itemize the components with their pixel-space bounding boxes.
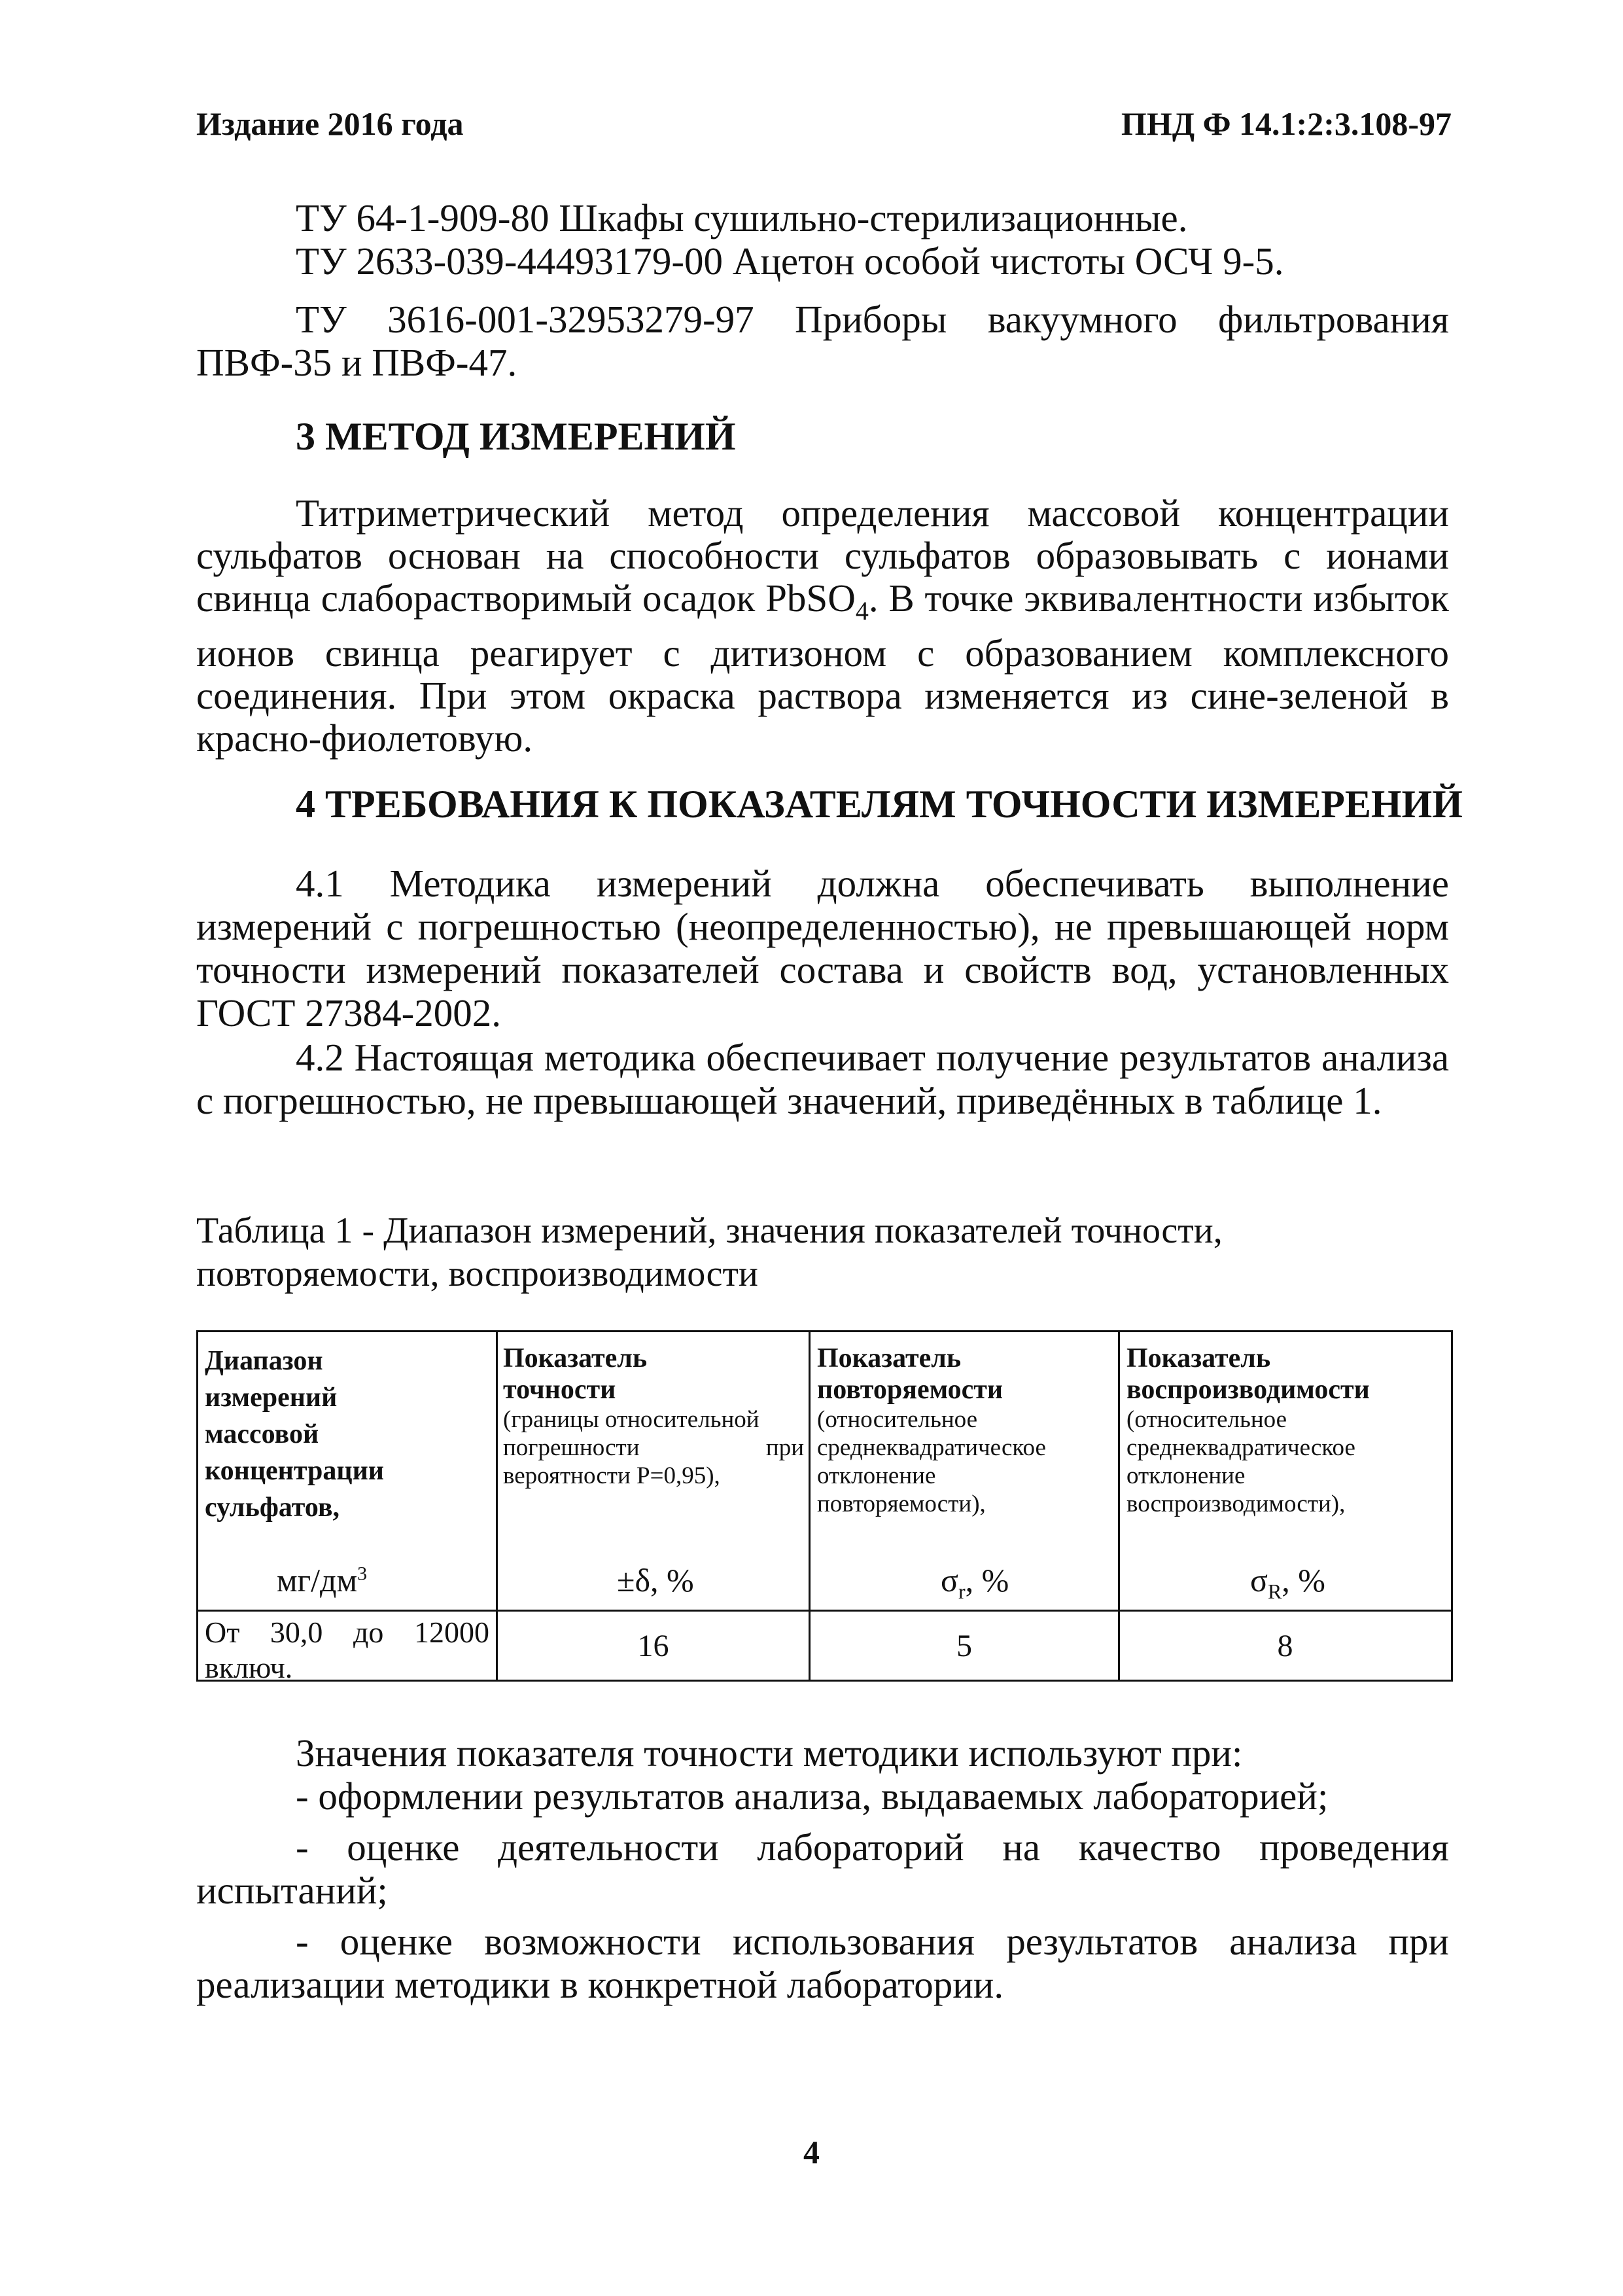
range-line	[205, 1615, 489, 1650]
section-3-title: 3 МЕТОД ИЗМЕРЕНИЙ	[296, 415, 736, 458]
delta-symbol: ±δ, %	[617, 1562, 694, 1598]
tu-line-1: ТУ 64-1-909-80 Шкафы сушильно-стерилизационные.	[296, 196, 1188, 239]
header-cell-accuracy	[503, 1343, 804, 1490]
table-cell-sigma-R: 8	[1277, 1629, 1293, 1663]
section-3-text-a: Титриметрический метод определения массовой концентрации сульфатов основан на способности сульфатов образовывать с ионами свинца слаборастворимый осадок PbSO	[196, 491, 1449, 620]
paragraph-4-1: 4.1 Методика измерений должна обеспечивать выполнение измерений с погрешностью (неопределенностью), не превышающей норм точности измерений показателей состава и свойств вод, установленных ГОСТ 27384-2002.	[196, 862, 1449, 1034]
sigma-r-symbol	[941, 1561, 1009, 1604]
usage-item-3: - оценке возможности использования результатов анализа при реализации методики в конкретной лаборатории.	[196, 1920, 1449, 2006]
header-text: сульфатов,	[205, 1492, 340, 1523]
header-cell-repeatability	[817, 1343, 1111, 1518]
table-cell-sigma-r: 5	[956, 1629, 972, 1663]
header-subtext: отклонение	[817, 1462, 936, 1489]
header-cell-reproducibility	[1126, 1343, 1450, 1518]
unit-text: , %	[1282, 1562, 1325, 1598]
header-subtext: воспроизводимости),	[1126, 1491, 1346, 1517]
table-caption-line-1: Таблица 1 - Диапазон измерений, значения показателей точности,	[196, 1210, 1223, 1251]
sigma-symbol: σ	[1250, 1562, 1268, 1598]
section-4-title: 4 ТРЕБОВАНИЯ К ПОКАЗАТЕЛЯМ ТОЧНОСТИ ИЗМЕРЕНИЙ	[296, 783, 1463, 826]
header-subtext: при	[765, 1434, 804, 1461]
header-text: Показатель	[1126, 1343, 1271, 1373]
header-subtext: среднеквадратическое	[817, 1434, 1046, 1461]
header-text: точности	[503, 1375, 616, 1405]
tu-line-2: ТУ 2633-039-44493179-00 Ацетон особой чистоты ОСЧ 9-5.	[296, 239, 1284, 283]
usage-item-1: - оформлении результатов анализа, выдаваемых лабораторией;	[296, 1775, 1329, 1818]
unit-text: мг/дм	[277, 1562, 358, 1598]
unit-label	[277, 1561, 367, 1599]
header-text: Показатель	[503, 1343, 648, 1373]
sigma-subscript: R	[1267, 1580, 1282, 1603]
sigma-R-symbol	[1250, 1561, 1325, 1604]
header-text: Диапазон	[205, 1346, 323, 1376]
cell-text: 30,0	[270, 1616, 323, 1649]
edition-label: Издание 2016 года	[196, 105, 464, 142]
header-text: концентрации	[205, 1456, 384, 1486]
page-number: 4	[803, 2134, 820, 2170]
sigma-subscript: r	[958, 1580, 966, 1603]
header-subtext: (границы относительной	[503, 1406, 759, 1433]
document-code: ПНД Ф 14.1:2:3.108-97	[1121, 105, 1452, 142]
unit-superscript: 3	[357, 1563, 368, 1585]
header-subtext: вероятности Р=0,95),	[503, 1462, 720, 1489]
header-text: измерений	[205, 1383, 338, 1413]
unit-text: , %	[965, 1562, 1009, 1598]
cell-text: включ.	[205, 1651, 293, 1684]
table-cell-delta: 16	[637, 1629, 669, 1663]
header-subtext: (относительное	[817, 1406, 978, 1433]
section-3-paragraph	[196, 492, 1449, 760]
cell-text: От	[205, 1616, 240, 1649]
header-subtext-row	[503, 1434, 804, 1462]
table-caption-line-2: повторяемости, воспроизводимости	[196, 1254, 758, 1294]
header-subtext: отклонение	[1126, 1462, 1246, 1489]
cell-text: 12000	[413, 1616, 489, 1649]
table-row-range	[205, 1615, 489, 1686]
header-cell-range	[205, 1343, 493, 1526]
header-subtext: повторяемости),	[817, 1491, 986, 1517]
header-subtext: (относительное	[1126, 1406, 1287, 1433]
table-1	[196, 1330, 1453, 1682]
table-header-divider	[198, 1610, 1451, 1612]
usage-item-2: - оценке деятельности лабораторий на качество проведения испытаний;	[196, 1826, 1449, 1912]
pbso4-subscript: 4	[855, 595, 869, 626]
paragraph-4-2: 4.2 Настоящая методика обеспечивает получение результатов анализа с погрешностью, не превышающей значений, приведённых в таблице 1.	[196, 1036, 1449, 1122]
header-text: воспроизводимости	[1126, 1375, 1370, 1405]
tu-line-3: ТУ 3616-001-32953279-97 Приборы вакуумного фильтрования ПВФ-35 и ПВФ-47.	[196, 298, 1449, 384]
sigma-symbol: σ	[941, 1562, 958, 1598]
header-text: Показатель	[817, 1343, 962, 1373]
header-subtext: погрешности	[503, 1434, 640, 1461]
header-subtext: среднеквадратическое	[1126, 1434, 1355, 1461]
header-text: повторяемости	[817, 1375, 1003, 1405]
cell-text: до	[353, 1616, 384, 1649]
header-text: массовой	[205, 1419, 319, 1449]
usage-intro: Значения показателя точности методики используют при:	[296, 1731, 1243, 1775]
section-3-text-b: . В точке эквивалентности избыток ионов свинца реагирует с дитизоном с образованием комплексного соединения. При этом окраска раствора изменяется из сине-зеленой в красно-фиолетовую.	[196, 576, 1449, 760]
